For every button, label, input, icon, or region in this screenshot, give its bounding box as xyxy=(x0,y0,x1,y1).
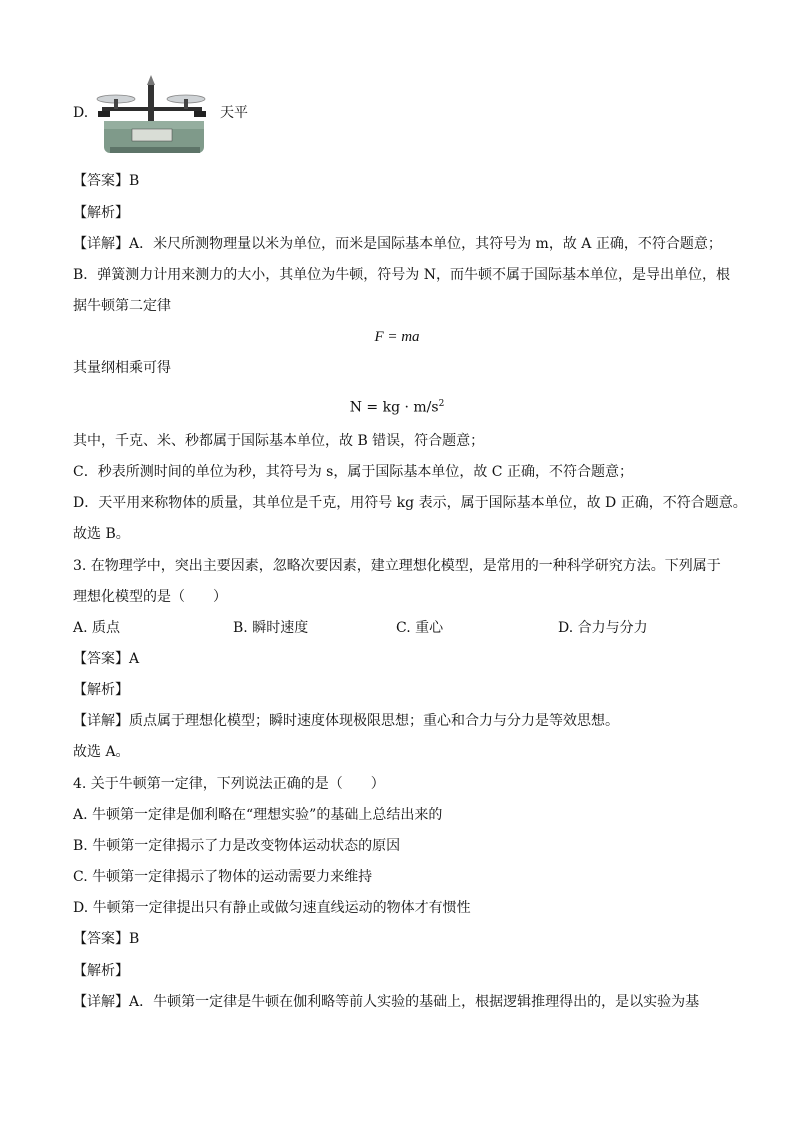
formula-newton-units xyxy=(0,394,794,418)
q2-detail-c: C．秒表所测时间的单位为秒，其符号为 s，属于国际基本单位，故 C 正确，不符合题意； xyxy=(73,464,633,480)
q3-option-a: A. 质点 xyxy=(73,620,121,636)
q3-option-c: C. 重心 xyxy=(396,620,444,636)
q3-detail: 【详解】质点属于理想化模型；瞬时速度体现极限思想；重心和合力与分力是等效思想。 xyxy=(73,713,619,729)
q3-option-d: D. 合力与分力 xyxy=(558,620,648,636)
q4-option-b: B. 牛顿第一定律揭示了力是改变物体运动状态的原因 xyxy=(73,838,401,854)
q3-stem-line1: 3. 在物理学中，突出主要因素，忽略次要因素，建立理想化模型，是常用的一种科学研究方法。下列属于 xyxy=(73,558,721,574)
q2-answer: 【答案】B xyxy=(73,173,140,189)
q4-option-d: D. 牛顿第一定律提出只有静止或做匀速直线运动的物体才有惯性 xyxy=(73,900,471,916)
formula-units-exponent: 2 xyxy=(438,399,445,409)
q4-detail-a: 【详解】A．牛顿第一定律是牛顿在伽利略等前人实验的基础上，根据逻辑推理得出的，是以实验为基 xyxy=(73,994,700,1010)
q3-stem-line2: 理想化模型的是（ ） xyxy=(73,589,227,605)
q2-detail-b1: B．弹簧测力计用来测力的大小，其单位为牛顿，符号为 N，而牛顿不属于国际基本单位，是导出单位，根 xyxy=(73,267,730,283)
q3-answer: 【答案】A xyxy=(73,651,140,667)
q2-detail-a: 【详解】A．米尺所测物理量以米为单位，而米是国际基本单位，其符号为 m，故 A 正确，不符合题意； xyxy=(73,236,722,252)
q2-dim-text: 其量纲相乘可得 xyxy=(73,360,171,376)
q4-stem: 4. 关于牛顿第一定律，下列说法正确的是（ ） xyxy=(73,776,385,792)
q3-analysis-label: 【解析】 xyxy=(73,682,129,698)
q2-detail-b3: 其中，千克、米、秒都属于国际基本单位，故 B 错误，符合题意； xyxy=(73,433,485,449)
q2-conclusion: 故选 B。 xyxy=(73,526,130,542)
q4-option-a: A. 牛顿第一定律是伽利略在“理想实验”的基础上总结出来的 xyxy=(73,807,443,823)
q2-detail-d: D．天平用来称物体的质量，其单位是千克，用符号 kg 表示，属于国际基本单位，故 D 正确，不符合题意。 xyxy=(73,495,747,511)
q4-answer: 【答案】B xyxy=(73,931,140,947)
q4-option-c: C. 牛顿第一定律揭示了物体的运动需要力来维持 xyxy=(73,869,373,885)
formula-units-main: N = kg · m/s xyxy=(349,399,439,416)
formula-newton-second-law: F = ma xyxy=(374,329,420,345)
balance-scale-image xyxy=(96,71,208,155)
q3-option-b: B. 瞬时速度 xyxy=(233,620,309,636)
option-d-text: 天平 xyxy=(220,105,248,121)
q4-analysis-label: 【解析】 xyxy=(73,963,129,979)
q2-detail-b2: 据牛顿第二定律 xyxy=(73,298,171,314)
q3-conclusion: 故选 A。 xyxy=(73,744,130,760)
q2-analysis-label: 【解析】 xyxy=(73,205,129,221)
option-d-label: D. xyxy=(73,105,89,121)
